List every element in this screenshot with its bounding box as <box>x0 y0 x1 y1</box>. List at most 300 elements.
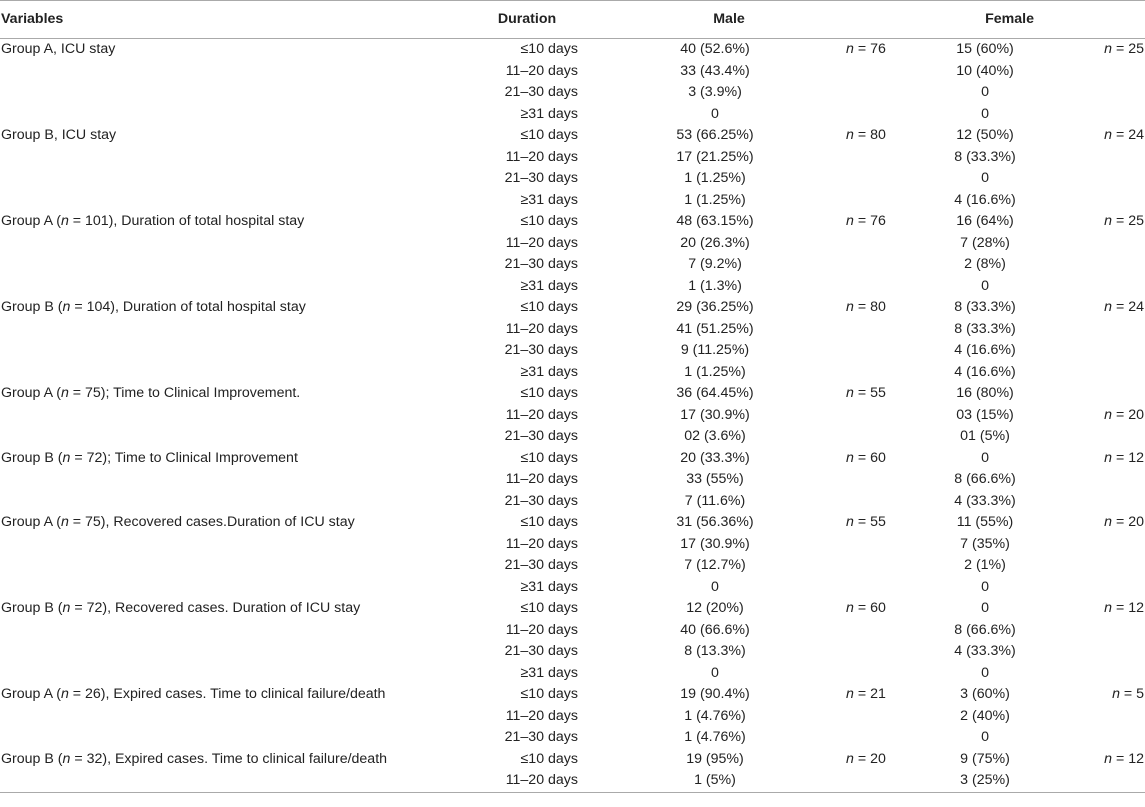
female-n-cell <box>1096 383 1145 405</box>
male-n-cell: n = 76 <box>846 41 886 57</box>
female-n-cell <box>1096 319 1145 341</box>
table-row <box>0 749 1145 771</box>
variable-cell <box>0 340 470 362</box>
female-n-cell <box>1096 706 1145 728</box>
male-n-cell <box>846 340 874 362</box>
female-n-cell <box>1096 61 1145 83</box>
female-n-cell <box>1096 534 1145 556</box>
female-cell: 0 <box>981 578 989 595</box>
n-symbol: n <box>846 41 854 57</box>
table-row <box>0 39 1145 61</box>
n-symbol: n <box>60 213 69 229</box>
duration-cell: ≤10 days <box>520 686 578 702</box>
n-value: 20 <box>870 750 886 767</box>
variable-label-rest: ), Recovered cases. Duration of ICU stay <box>102 600 361 616</box>
n-symbol: n <box>846 299 854 315</box>
n-symbol: n <box>1104 600 1113 616</box>
variable-cell <box>0 125 470 147</box>
male-cell: 1 (1.25%) <box>684 170 746 186</box>
female-n-cell <box>1096 426 1145 448</box>
table-row <box>0 104 1145 126</box>
variable-label-rest: ); Time to Clinical Improvement. <box>100 385 301 401</box>
n-value: 76 <box>870 41 886 57</box>
table-row <box>0 147 1145 169</box>
n-symbol: n <box>1104 127 1113 143</box>
male-n-cell: n = 80 <box>846 127 886 143</box>
duration-cell: ≥31 days <box>520 277 578 294</box>
female-cell: 2 (8%) <box>964 256 1006 272</box>
group-n-value: 72 <box>86 600 103 616</box>
female-cell: 15 (60%) <box>956 41 1014 57</box>
male-cell: 36 (64.45%) <box>676 385 754 401</box>
n-symbol: n <box>846 686 854 702</box>
female-cell: 0 <box>981 449 989 466</box>
female-n-cell: n = 25 <box>1104 213 1145 229</box>
n-value: 25 <box>1128 41 1145 57</box>
male-n-cell: n = 76 <box>846 213 886 229</box>
duration-cell: ≤10 days <box>520 750 578 767</box>
male-cell: 29 (36.25%) <box>676 299 754 315</box>
variable-cell: Group B (n = 104), Duration of total hospital stay <box>1 299 306 315</box>
duration-cell: ≤10 days <box>520 127 578 143</box>
female-cell: 4 (33.3%) <box>954 643 1016 659</box>
table-row <box>0 319 1145 341</box>
group-n-value: 101 <box>85 213 109 229</box>
n-symbol: n <box>1104 406 1113 423</box>
male-n-cell <box>846 254 874 276</box>
male-n-cell <box>846 555 874 577</box>
female-cell: 7 (35%) <box>960 535 1010 552</box>
male-cell: 7 (12.7%) <box>684 557 746 573</box>
n-value: 60 <box>870 600 886 616</box>
male-n-cell <box>846 770 874 792</box>
table-row <box>0 297 1145 319</box>
male-cell: 48 (63.15%) <box>676 213 754 229</box>
n-symbol: n <box>846 449 854 466</box>
variable-cell: Group B (n = 72), Recovered cases. Duration of ICU stay <box>1 600 361 616</box>
male-cell: 19 (90.4%) <box>680 686 750 702</box>
variable-cell <box>0 147 470 169</box>
group-n-value: 75 <box>85 514 101 530</box>
n-symbol: n <box>62 449 71 466</box>
male-cell: 02 (3.6%) <box>684 428 746 444</box>
male-cell: 17 (21.25%) <box>676 148 754 165</box>
variable-cell: Group B (n = 32), Expired cases. Time to clinical failure/death <box>1 750 388 767</box>
female-n-cell <box>1096 469 1145 491</box>
male-n-cell <box>846 104 874 126</box>
variable-cell <box>0 426 470 448</box>
table-row <box>0 770 1145 792</box>
variable-cell <box>0 491 470 513</box>
male-n-cell <box>846 491 874 513</box>
female-n-cell <box>1096 620 1145 642</box>
n-value: 24 <box>1128 299 1145 315</box>
female-n-cell: n = 24 <box>1104 127 1145 143</box>
table-row <box>0 190 1145 212</box>
n-value: 76 <box>870 213 886 229</box>
male-n-cell <box>846 61 874 83</box>
n-value: 5 <box>1136 686 1145 702</box>
male-n-cell: n = 55 <box>846 385 886 401</box>
header-variables: Variables <box>0 1 470 39</box>
male-cell: 53 (66.25%) <box>676 127 754 143</box>
table-body <box>0 39 1145 793</box>
duration-cell: 11–20 days <box>505 707 578 724</box>
male-n-cell: n = 55 <box>846 514 886 530</box>
table-row <box>0 254 1145 276</box>
n-value: 12 <box>1128 449 1145 466</box>
male-n-cell <box>846 147 874 169</box>
table-row <box>0 211 1145 233</box>
male-n-cell <box>846 620 874 642</box>
duration-cell: 21–30 days <box>504 492 578 509</box>
female-n-cell <box>1096 276 1145 298</box>
female-cell: 8 (33.3%) <box>954 148 1016 165</box>
table-row <box>0 469 1145 491</box>
variable-cell <box>0 233 470 255</box>
female-n-cell: n = 12 <box>1104 600 1145 616</box>
duration-cell: ≤10 days <box>520 600 578 616</box>
female-n-cell: n = 12 <box>1104 750 1145 767</box>
variable-cell <box>0 727 470 749</box>
variable-cell <box>0 82 470 104</box>
female-n-cell <box>1096 340 1145 362</box>
variable-label-rest: ), Duration of total hospital stay <box>108 213 305 229</box>
table-row <box>0 426 1145 448</box>
male-cell: 1 (5%) <box>584 770 846 792</box>
header-female: Female <box>874 1 1145 39</box>
male-n-cell <box>846 426 874 448</box>
male-cell: 1 (4.76%) <box>684 707 746 724</box>
variable-cell <box>0 405 470 427</box>
female-cell: 4 (33.3%) <box>954 492 1016 509</box>
duration-cell: ≤10 days <box>520 449 578 466</box>
n-value: 20 <box>1128 406 1145 423</box>
variable-label: Group B ( <box>1 600 63 616</box>
female-n-cell <box>1096 727 1145 749</box>
variable-cell <box>0 706 470 728</box>
table-row <box>0 362 1145 384</box>
variable-cell <box>0 577 470 599</box>
n-symbol: n <box>1104 299 1113 315</box>
duration-cell: ≤10 days <box>520 213 578 229</box>
male-cell: 17 (30.9%) <box>680 535 750 552</box>
table-row <box>0 598 1145 620</box>
female-cell: 4 (16.6%) <box>954 191 1016 208</box>
table-row <box>0 727 1145 749</box>
duration-cell: ≥31 days <box>520 105 578 122</box>
n-symbol: n <box>846 385 854 401</box>
n-symbol: n <box>1104 449 1113 466</box>
n-value: 21 <box>870 686 886 702</box>
n-symbol: n <box>1104 213 1113 229</box>
male-n-cell <box>846 362 874 384</box>
female-cell: 11 (55%) <box>956 514 1014 530</box>
n-value: 60 <box>870 449 886 466</box>
duration-cell: 11–20 days <box>505 471 578 487</box>
female-n-cell: n = 12 <box>1104 449 1145 466</box>
female-n-cell <box>1096 770 1145 792</box>
table-row <box>0 82 1145 104</box>
female-n-cell <box>1096 254 1145 276</box>
female-cell: 0 <box>981 84 989 100</box>
variable-cell <box>0 770 470 792</box>
group-n-value: 26 <box>85 686 101 702</box>
variable-cell: Group A (n = 101), Duration of total hospital stay <box>1 213 305 229</box>
male-cell: 20 (26.3%) <box>680 234 750 251</box>
table-row <box>0 448 1145 470</box>
variable-label-rest: ), Expired cases. Time to clinical failure/death <box>102 750 388 767</box>
variable-cell <box>0 61 470 83</box>
female-cell: 7 (28%) <box>960 234 1010 251</box>
female-n-cell: n = 20 <box>1104 514 1145 530</box>
group-n-value: 32 <box>86 750 103 767</box>
table-row <box>0 706 1145 728</box>
female-n-cell <box>1096 491 1145 513</box>
female-cell: 01 (5%) <box>960 428 1010 444</box>
table-row <box>0 663 1145 685</box>
duration-cell: ≤10 days <box>520 385 578 401</box>
variable-label: Group A ( <box>1 213 61 229</box>
duration-cell: 21–30 days <box>504 729 578 745</box>
male-cell: 7 (9.2%) <box>688 256 742 272</box>
female-n-cell <box>1096 190 1145 212</box>
duration-cell: 11–20 days <box>505 621 578 638</box>
variable-cell: Group A (n = 75), Recovered cases.Duration of ICU stay <box>1 514 355 530</box>
male-n-cell: n = 20 <box>846 750 886 767</box>
female-cell: 8 (66.6%) <box>954 621 1016 638</box>
duration-cell: ≥31 days <box>520 363 578 380</box>
female-n-cell <box>1096 82 1145 104</box>
table-row <box>0 555 1145 577</box>
variable-label: Group B ( <box>1 299 63 315</box>
female-n-cell: n = 5 <box>1112 686 1145 702</box>
n-symbol: n <box>62 750 71 767</box>
table-row <box>0 491 1145 513</box>
group-n-value: 75 <box>85 385 101 401</box>
variable-label: Group A ( <box>1 514 61 530</box>
male-n-cell <box>846 663 874 685</box>
table-row <box>0 641 1145 663</box>
duration-cell: 11–20 days <box>505 234 578 251</box>
duration-cell: ≤10 days <box>520 41 578 57</box>
female-cell: 0 <box>981 277 989 294</box>
variable-cell <box>0 663 470 685</box>
male-cell: 8 (13.3%) <box>684 643 746 659</box>
duration-cell: 11–20 days <box>470 770 584 792</box>
female-n-cell <box>1096 147 1145 169</box>
variable-cell <box>0 641 470 663</box>
variable-label-rest: ), Recovered cases.Duration of ICU stay <box>100 514 355 530</box>
variable-cell <box>0 620 470 642</box>
duration-cell: 21–30 days <box>504 342 578 358</box>
n-value: 20 <box>1128 514 1145 530</box>
n-symbol: n <box>846 213 854 229</box>
male-n-cell <box>846 727 874 749</box>
female-n-cell <box>1096 362 1145 384</box>
female-n-cell <box>1096 104 1145 126</box>
n-symbol: n <box>1112 686 1120 702</box>
table-row <box>0 684 1145 706</box>
n-symbol: n <box>846 600 854 616</box>
variable-cell <box>0 39 470 61</box>
male-cell: 33 (43.4%) <box>680 62 750 79</box>
n-symbol: n <box>60 514 69 530</box>
male-n-cell <box>846 190 874 212</box>
male-cell: 31 (56.36%) <box>676 514 754 530</box>
n-symbol: n <box>846 127 854 143</box>
variable-cell <box>0 362 470 384</box>
variable-label: Group B ( <box>1 449 63 466</box>
male-cell: 1 (1.3%) <box>688 277 742 294</box>
variable-cell <box>0 190 470 212</box>
n-symbol: n <box>60 686 69 702</box>
male-cell: 20 (33.3%) <box>680 449 750 466</box>
variable-cell <box>0 469 470 491</box>
table-row <box>0 233 1145 255</box>
female-cell: 12 (50%) <box>956 127 1014 143</box>
male-n-cell <box>846 641 874 663</box>
variable-label: Group A ( <box>1 385 61 401</box>
male-cell: 1 (4.76%) <box>684 729 746 745</box>
female-cell: 8 (33.3%) <box>954 320 1016 337</box>
male-n-cell <box>846 577 874 599</box>
female-cell: 0 <box>981 105 989 122</box>
male-cell: 1 (1.25%) <box>684 363 746 380</box>
male-cell: 1 (1.25%) <box>684 191 746 208</box>
female-cell: 8 (33.3%) <box>954 299 1016 315</box>
male-n-cell <box>846 168 874 190</box>
duration-cell: ≤10 days <box>520 299 578 315</box>
n-value: 80 <box>870 127 886 143</box>
table-row <box>0 577 1145 599</box>
male-n-cell <box>846 276 874 298</box>
male-cell: 9 (11.25%) <box>680 342 750 358</box>
male-cell: 19 (95%) <box>686 750 744 767</box>
variable-cell <box>0 254 470 276</box>
variable-label-rest: ); Time to Clinical Improvement <box>102 449 298 466</box>
n-value: 80 <box>870 299 886 315</box>
header-male: Male <box>584 1 874 39</box>
variable-cell: Group A (n = 26), Expired cases. Time to clinical failure/death <box>1 686 386 702</box>
table-row <box>0 512 1145 534</box>
variable-label-rest: ), Expired cases. Time to clinical failure/death <box>100 686 386 702</box>
female-cell: 3 (60%) <box>960 686 1010 702</box>
female-cell: 0 <box>981 600 989 616</box>
duration-cell: 11–20 days <box>505 62 578 79</box>
female-cell: 0 <box>981 170 989 186</box>
duration-cell: 11–20 days <box>505 535 578 552</box>
table-row <box>0 61 1145 83</box>
variable-label: Group A, ICU stay <box>1 41 116 57</box>
n-value: 55 <box>870 514 886 530</box>
group-n-value: 104 <box>86 299 111 315</box>
male-n-cell <box>846 469 874 491</box>
header-row <box>0 1 1145 39</box>
male-n-cell <box>846 82 874 104</box>
table-row <box>0 276 1145 298</box>
n-value: 55 <box>870 385 886 401</box>
male-n-cell <box>846 319 874 341</box>
female-n-cell <box>1096 663 1145 685</box>
duration-cell: 21–30 days <box>504 428 578 444</box>
group-n-value: 72 <box>86 449 103 466</box>
n-symbol: n <box>846 514 854 530</box>
female-n-cell <box>1096 168 1145 190</box>
male-n-cell: n = 60 <box>846 600 886 616</box>
female-cell: 8 (66.6%) <box>954 471 1016 487</box>
variable-cell: Group A (n = 75); Time to Clinical Improvement. <box>1 385 301 401</box>
female-cell: 0 <box>981 729 989 745</box>
male-n-cell <box>846 534 874 556</box>
n-value: 12 <box>1128 750 1145 767</box>
n-symbol: n <box>62 299 71 315</box>
variable-label: Group B ( <box>1 750 63 767</box>
female-cell: 16 (80%) <box>956 385 1014 401</box>
table-row <box>0 383 1145 405</box>
female-n-cell <box>1096 233 1145 255</box>
male-cell: 40 (52.6%) <box>680 41 750 57</box>
duration-cell: 21–30 days <box>504 643 578 659</box>
variable-cell <box>0 555 470 577</box>
female-cell: 4 (16.6%) <box>954 342 1016 358</box>
male-n-cell <box>846 233 874 255</box>
male-n-cell: n = 21 <box>846 686 886 702</box>
table-row <box>0 340 1145 362</box>
male-cell: 7 (11.6%) <box>684 492 746 509</box>
female-n-cell: n = 20 <box>1104 406 1145 423</box>
n-symbol: n <box>60 385 69 401</box>
female-cell: 03 (15%) <box>956 406 1014 423</box>
male-cell: 17 (30.9%) <box>680 406 750 423</box>
duration-cell: ≥31 days <box>520 578 578 595</box>
female-cell: 10 (40%) <box>956 62 1014 79</box>
male-n-cell: n = 80 <box>846 299 886 315</box>
male-cell: 33 (55%) <box>686 471 744 487</box>
variable-cell <box>0 534 470 556</box>
female-n-cell <box>1096 555 1145 577</box>
variable-cell: Group B (n = 72); Time to Clinical Improvement <box>1 449 298 466</box>
male-n-cell <box>846 405 874 427</box>
male-cell: 3 (3.9%) <box>688 84 742 100</box>
duration-cell: 21–30 days <box>504 256 578 272</box>
female-cell: 9 (75%) <box>960 750 1010 767</box>
table-row <box>0 620 1145 642</box>
male-n-cell: n = 60 <box>846 449 886 466</box>
duration-cell: ≥31 days <box>520 664 578 681</box>
variable-label: Group A ( <box>1 686 61 702</box>
male-n-cell <box>846 706 874 728</box>
n-value: 24 <box>1128 127 1145 143</box>
variable-cell <box>0 168 470 190</box>
female-cell: 3 (25%) <box>874 770 1096 792</box>
variable-cell <box>0 319 470 341</box>
n-symbol: n <box>1104 750 1113 767</box>
female-n-cell: n = 24 <box>1104 299 1145 315</box>
duration-cell: 11–20 days <box>505 320 578 337</box>
male-cell: 41 (51.25%) <box>676 320 754 337</box>
variable-cell <box>0 104 470 126</box>
n-symbol: n <box>846 750 854 767</box>
female-n-cell <box>1096 641 1145 663</box>
n-symbol: n <box>62 600 71 616</box>
n-value: 25 <box>1128 213 1145 229</box>
female-n-cell <box>1096 577 1145 599</box>
header-duration: Duration <box>470 1 584 39</box>
female-cell: 4 (16.6%) <box>954 363 1016 380</box>
female-cell: 16 (64%) <box>956 213 1014 229</box>
variable-cell <box>0 276 470 298</box>
